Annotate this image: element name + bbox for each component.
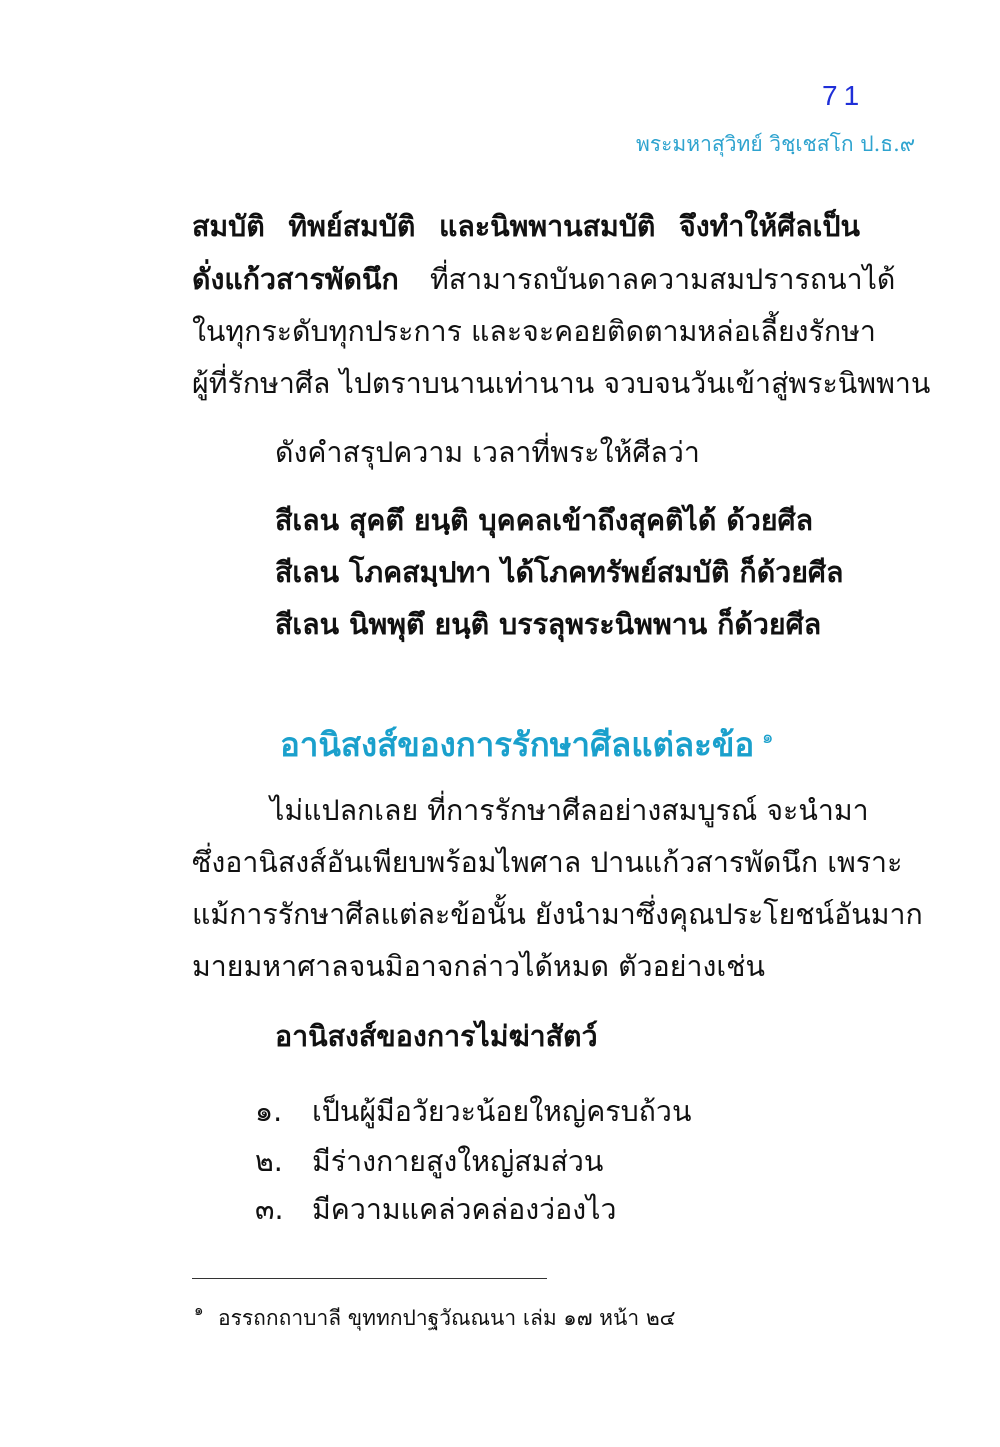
list-item-number: ๑. xyxy=(255,1095,283,1128)
list-item-number: ๒. xyxy=(255,1145,283,1178)
footnote-mark: ๑ xyxy=(194,1301,204,1319)
running-header: พระมหาสุวิทย์ วิชฺเชสโก ป.ธ.๙ xyxy=(636,132,916,156)
list-item-text: มีความแคล่วคล่องว่องไว xyxy=(312,1193,617,1226)
intro-line-1: สมบัติ ทิพย์สมบัติ และนิพพานสมบัติ จึงทำให้ศีลเป็น xyxy=(192,210,860,243)
subheading: อานิสงส์ของการไม่ฆ่าสัตว์ xyxy=(275,1020,598,1053)
verse-line-1: สีเลน สุคตึ ยนฺติ บุคคลเข้าถึงสุคติได้ ด้วยศีล xyxy=(275,504,814,537)
heading-footnote-ref: ๑ xyxy=(762,727,774,748)
paragraph-line-4: มายมหาศาลจนมิอาจกล่าวได้หมด ตัวอย่างเช่น xyxy=(192,950,765,983)
summary-intro: ดังคำสรุปความ เวลาที่พระให้ศีลว่า xyxy=(275,436,700,469)
page-number: 71 xyxy=(822,80,866,111)
paragraph-line-2: ซึ่งอานิสงส์อันเพียบพร้อมไพศาล ปานแก้วสารพัดนึก เพราะ xyxy=(192,846,903,879)
verse-line-2: สีเลน โภคสมฺปทา ได้โภคทรัพย์สมบัติ ก็ด้วยศีล xyxy=(275,556,844,589)
paragraph-line-1: ไม่แปลกเลย ที่การรักษาศีลอย่างสมบูรณ์ จะนำมา xyxy=(270,794,869,827)
section-heading: อานิสงส์ของการรักษาศีลแต่ละข้อ xyxy=(280,725,755,764)
paragraph-line-3: แม้การรักษาศีลแต่ละข้อนั้น ยังนำมาซึ่งคุณประโยชน์อันมาก xyxy=(192,898,923,931)
list-item-text: เป็นผู้มีอวัยวะน้อยใหญ่ครบถ้วน xyxy=(312,1095,692,1128)
intro-line-2-bold: ดั่งแก้วสารพัดนึก xyxy=(192,263,399,296)
footnote-divider xyxy=(192,1278,547,1279)
list-item-text: มีร่างกายสูงใหญ่สมส่วน xyxy=(312,1145,604,1178)
intro-line-3: ในทุกระดับทุกประการ และจะคอยติดตามหล่อเลี้ยงรักษา xyxy=(192,315,876,348)
verse-line-3: สีเลน นิพพุตึ ยนฺติ บรรลุพระนิพพาน ก็ด้วยศีล xyxy=(275,608,822,641)
footnote-text: อรรถกถาบาลี ขุททกปาฐวัณณนา เล่ม ๑๗ หน้า ๒๔ xyxy=(218,1306,676,1330)
intro-line-4: ผู้ที่รักษาศีล ไปตราบนานเท่านาน จวบจนวันเข้าสู่พระนิพพาน xyxy=(192,367,931,400)
list-item-number: ๓. xyxy=(255,1193,284,1226)
intro-line-2-rest: ที่สามารถบันดาลความสมปรารถนาได้ xyxy=(430,263,896,296)
